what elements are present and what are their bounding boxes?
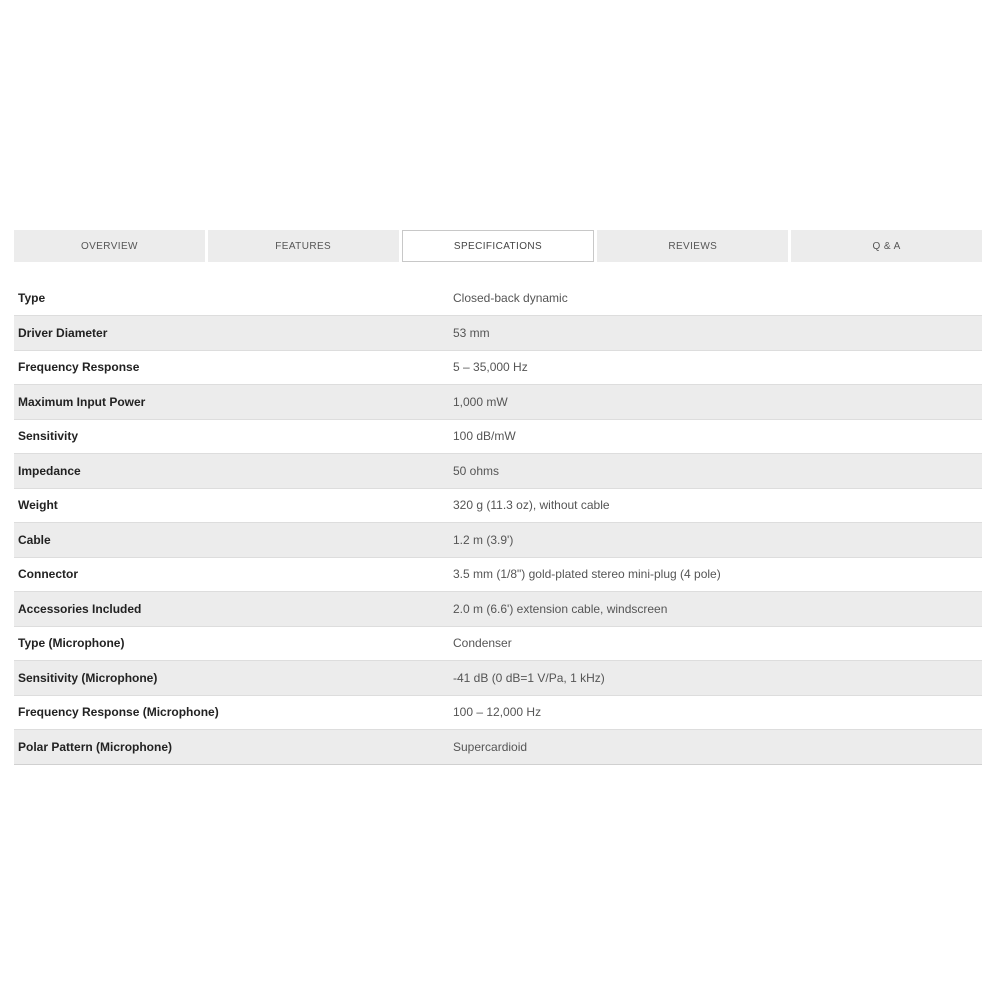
spec-label: Impedance <box>14 454 449 489</box>
spec-value: Condenser <box>449 626 982 661</box>
spec-label: Frequency Response <box>14 350 449 385</box>
tab-q-and-a[interactable]: Q & A <box>791 230 982 262</box>
spec-label: Connector <box>14 557 449 592</box>
tab-overview[interactable]: OVERVIEW <box>14 230 205 262</box>
spec-value: 5 – 35,000 Hz <box>449 350 982 385</box>
spec-row-polar-pattern-microphone <box>14 730 982 765</box>
spec-label: Cable <box>14 523 449 558</box>
spec-value: -41 dB (0 dB=1 V/Pa, 1 kHz) <box>449 661 982 696</box>
spec-value: 2.0 m (6.6') extension cable, windscreen <box>449 592 982 627</box>
spec-label: Driver Diameter <box>14 316 449 351</box>
spec-row-weight <box>14 488 982 523</box>
spec-row-accessories-included <box>14 592 982 627</box>
spec-value: 1.2 m (3.9') <box>449 523 982 558</box>
spec-value: 100 dB/mW <box>449 419 982 454</box>
spec-label: Accessories Included <box>14 592 449 627</box>
spec-label: Polar Pattern (Microphone) <box>14 730 449 765</box>
spec-row-maximum-input-power <box>14 385 982 420</box>
spec-label: Sensitivity (Microphone) <box>14 661 449 696</box>
tab-specifications[interactable]: SPECIFICATIONS <box>402 230 595 262</box>
spec-row-type <box>14 281 982 316</box>
spec-value: Closed-back dynamic <box>449 281 982 316</box>
spec-row-frequency-response-microphone <box>14 695 982 730</box>
spec-value: 1,000 mW <box>449 385 982 420</box>
spec-row-type-microphone <box>14 626 982 661</box>
spec-label: Weight <box>14 488 449 523</box>
spec-row-frequency-response <box>14 350 982 385</box>
spec-row-impedance <box>14 454 982 489</box>
tab-features[interactable]: FEATURES <box>208 230 399 262</box>
spec-value: 100 – 12,000 Hz <box>449 695 982 730</box>
spec-row-sensitivity <box>14 419 982 454</box>
spec-value: 320 g (11.3 oz), without cable <box>449 488 982 523</box>
spec-label: Type (Microphone) <box>14 626 449 661</box>
spec-row-driver-diameter <box>14 316 982 351</box>
spec-row-connector <box>14 557 982 592</box>
spec-value: 50 ohms <box>449 454 982 489</box>
tab-bar <box>14 230 982 262</box>
spec-label: Frequency Response (Microphone) <box>14 695 449 730</box>
specifications-table <box>14 281 982 765</box>
spec-value: Supercardioid <box>449 730 982 765</box>
tab-reviews[interactable]: REVIEWS <box>597 230 788 262</box>
spec-row-sensitivity-microphone <box>14 661 982 696</box>
spec-value: 53 mm <box>449 316 982 351</box>
spec-label: Type <box>14 281 449 316</box>
spec-value: 3.5 mm (1/8") gold-plated stereo mini-plug (4 pole) <box>449 557 982 592</box>
spec-label: Sensitivity <box>14 419 449 454</box>
spec-label: Maximum Input Power <box>14 385 449 420</box>
spec-row-cable <box>14 523 982 558</box>
